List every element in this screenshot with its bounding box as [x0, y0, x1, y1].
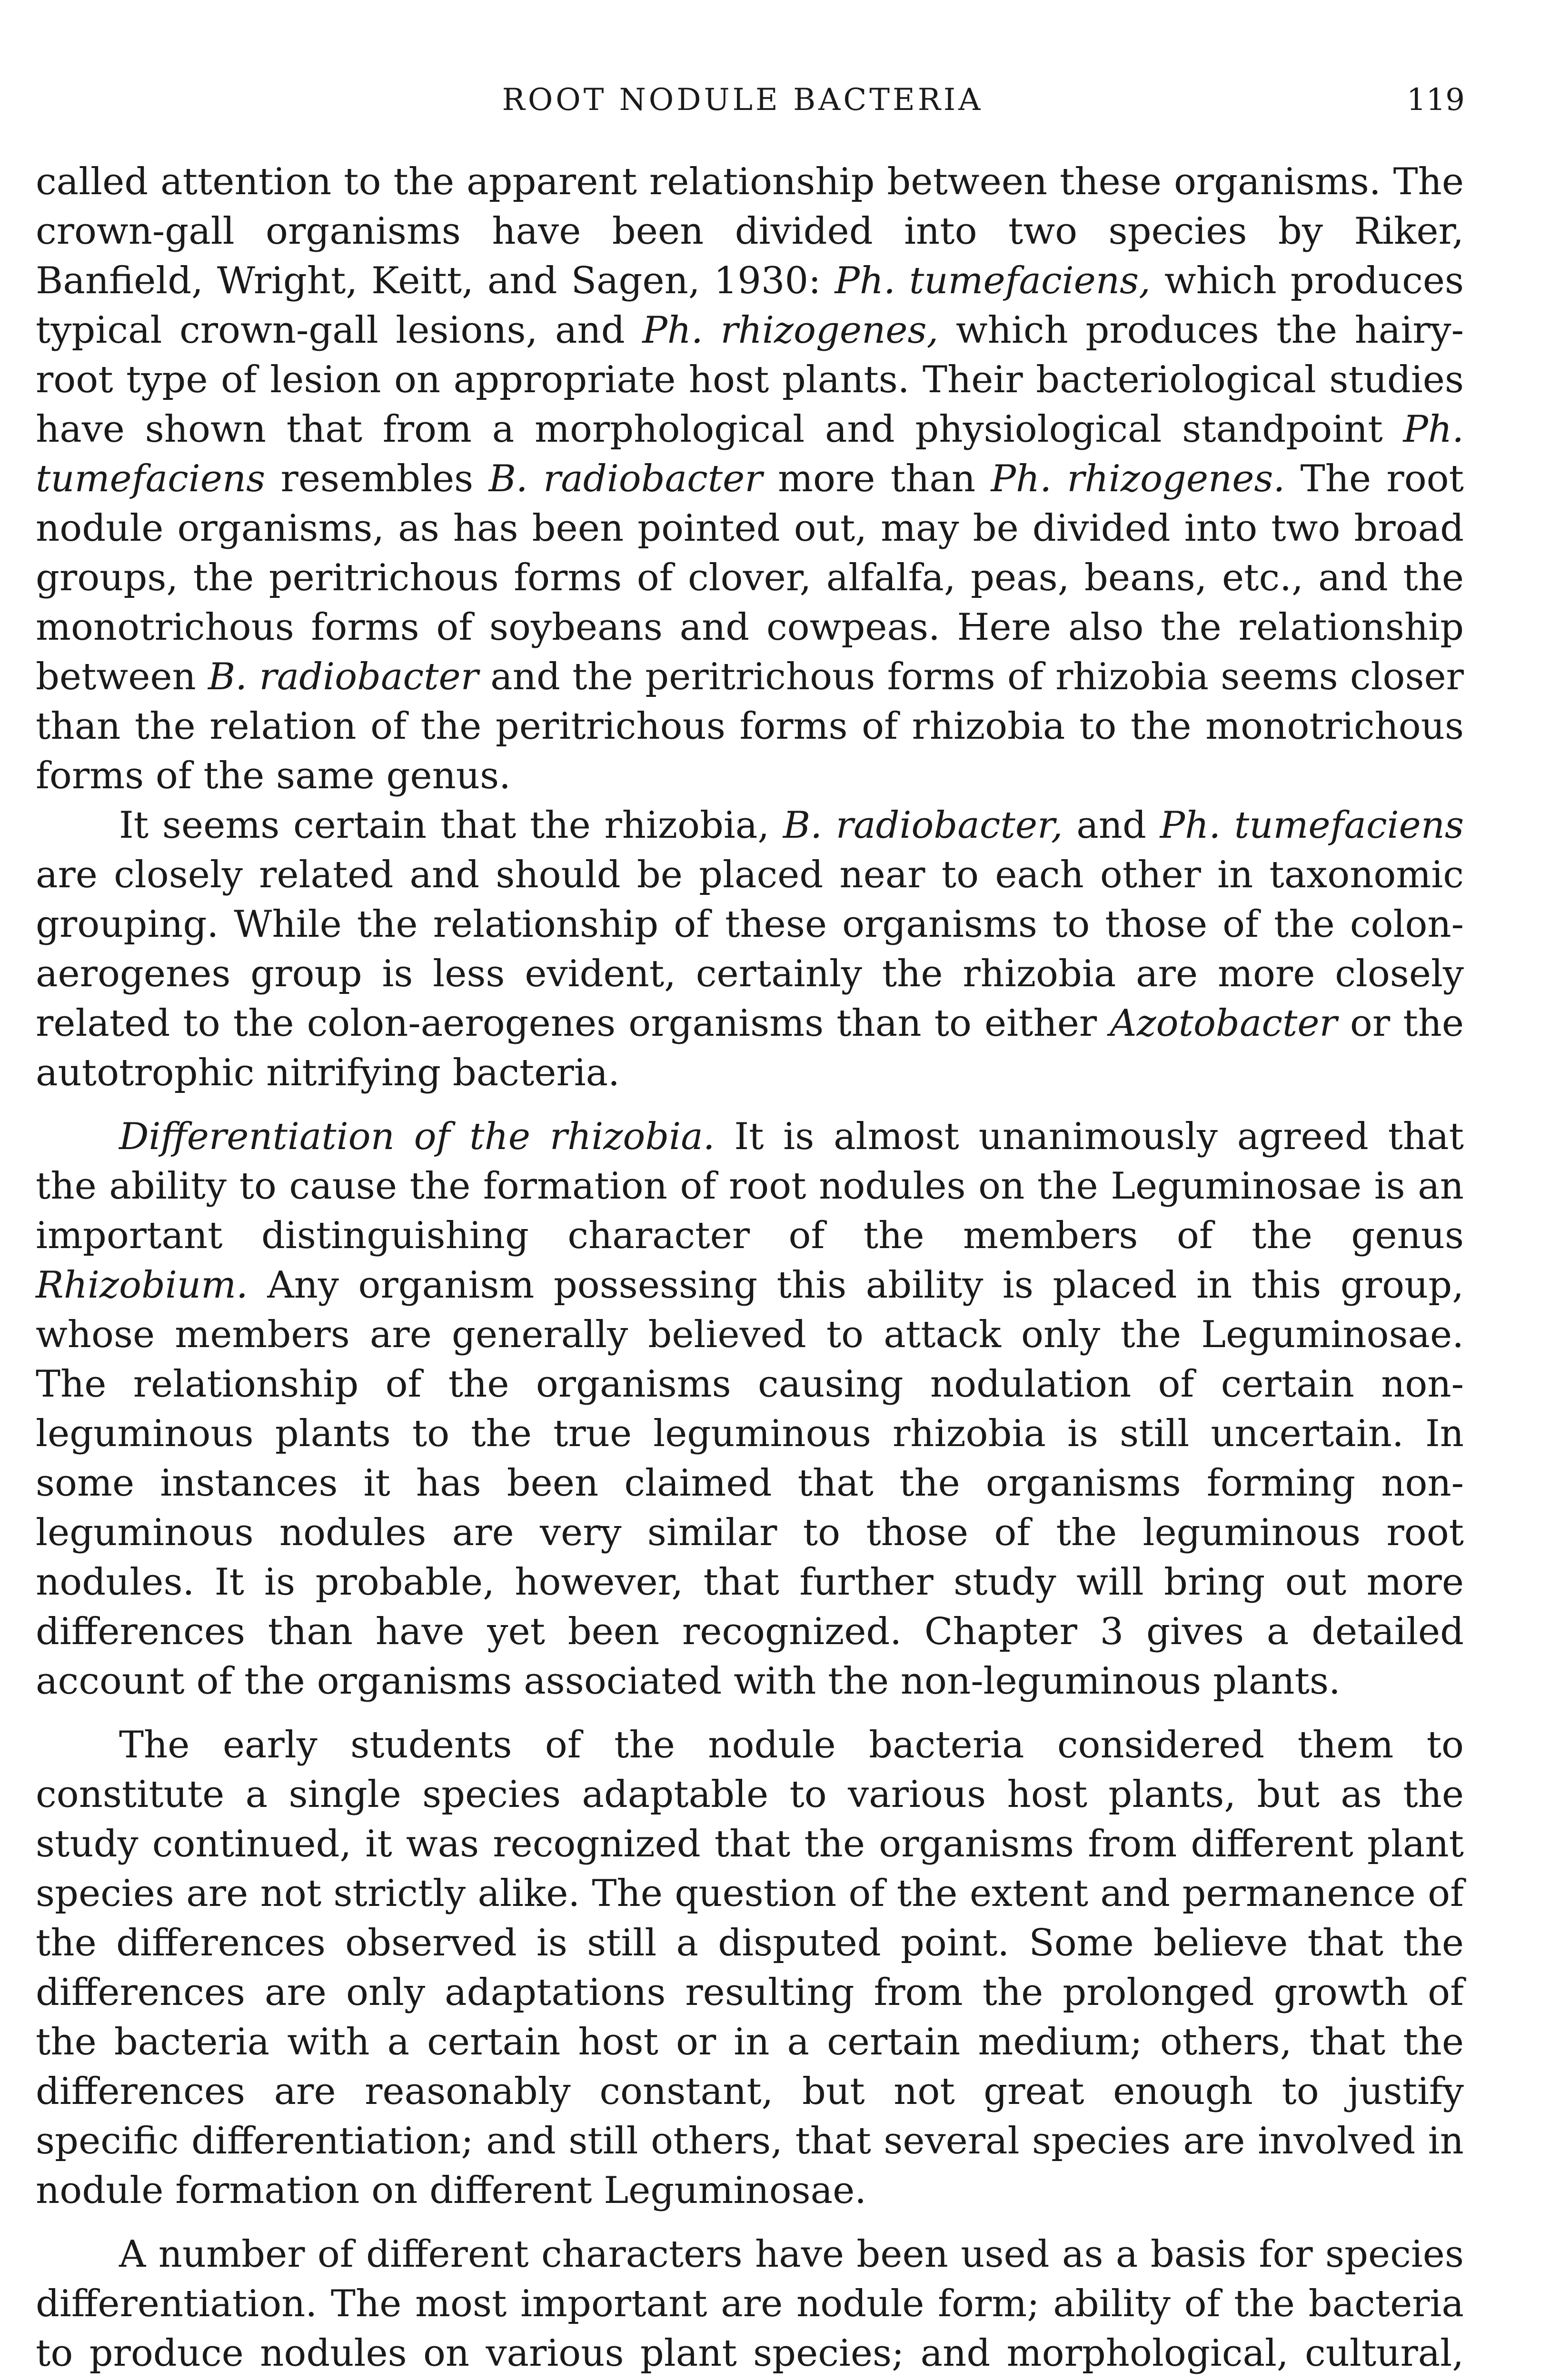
text-run: called attention to the apparent relationship between these organisms. The crown-gall organisms have been divided into two species by Riker, Banfield, Wright, Keitt, and Sagen, 1930: — [36, 160, 1464, 302]
text-run: Any organism possessing this ability is placed in this group, whose members are generally believed to attack only the Leguminosae. The relationship of the organisms causing nodulation of certain non-leguminous plants to the true leguminous rhizobia is still uncertain. In some instances it has been claimed that the organisms forming non-leguminous nodules are very similar to those of the leguminous root nodules. It is probable, however, that further study will bring out more differences than have yet been recognized. Chapter 3 gives a detailed account of the organisms associated with the non-leguminous plants. — [36, 1264, 1464, 1703]
text-run: It is almost unanimously agreed that the ability to cause the formation of root nodules on the Leguminosae is an important distinguishing character of the members of the genus — [36, 1115, 1464, 1257]
page-number: 119 — [1406, 82, 1465, 118]
section-heading: Differentiation of the rhizobia. — [119, 1115, 715, 1158]
paragraph-5 — [36, 2230, 1464, 2380]
text-run: resembles — [265, 457, 489, 500]
text-run: or the autotrophic nitrifying bacteria. — [36, 1002, 1464, 1094]
text-run: A number of different characters have been used as a basis for species differentiation. The most important are nodule form; ability of the bacteria to produce nodules on various plant species; and morphological, cultural, — [36, 2233, 1464, 2375]
text-run: more than — [762, 457, 991, 500]
species-name: B. radiobacter — [208, 655, 478, 698]
species-name: B. radiobacter — [488, 457, 763, 500]
text-run: The early students of the nodule bacteria considered them to constitute a single species adaptable to various host plants, but as the study continued, it was recognized that the organisms from different plant species are not strictly alike. The question of the extent and permanence of the differences observed is still a disputed point. Some believe that the differences are only adaptations resulting from the prolonged growth of the bacteria with a certain host or in a certain medium; others, that the differences are reasonably constant, but not great enough to justify specific differentiation; and still others, that several species are involved in nodule formation on different Leguminosae. — [36, 1724, 1464, 2212]
species-name: Ph. tumefaciens, — [835, 259, 1151, 302]
species-name: Ph. tumefaciens — [36, 408, 1464, 500]
text-run: which produces typical crown-gall lesions, and — [36, 259, 1464, 352]
text-run: are closely related and should be placed near to each other in taxonomic grouping. While the relationship of these organisms to those of the colon-aerogenes group is less evident, certainly the rhizobia are more closely related to the colon-aerogenes organisms than to either — [36, 853, 1464, 1045]
text-run: and — [1063, 804, 1160, 847]
species-name: B. radiobacter, — [783, 804, 1063, 847]
running-head — [0, 79, 1560, 121]
text-run: and the peritrichous forms of rhizobia seems closer than the relation of the peritrichous forms of rhizobia to the monotrichous forms of the same genus. — [36, 655, 1464, 797]
text-run: It seems certain that the rhizobia, — [119, 804, 783, 847]
paragraph-2 — [36, 801, 1464, 1098]
species-name: Azotobacter — [1110, 1002, 1337, 1045]
text-run: which produces the hairy-root type of lesion on appropriate host plants. Their bacteriological studies have shown that from a morphological and physiological standpoint — [36, 309, 1464, 451]
running-title: ROOT NODULE BACTERIA — [502, 82, 984, 118]
species-name: Ph. tumefaciens — [1160, 804, 1464, 847]
genus-name: Rhizobium. — [36, 1264, 248, 1307]
paragraph-3 — [36, 1112, 1464, 1706]
paragraph-4 — [36, 1720, 1464, 2215]
species-name: Ph. rhizogenes, — [642, 309, 939, 352]
text-run: The root nodule organisms, as has been pointed out, may be divided into two broad groups, the peritrichous forms of clover, alfalfa, peas, beans, etc., and the monotrichous forms of soybeans and cowpeas. Here also the relationship between — [36, 457, 1464, 698]
species-name: Ph. rhizogenes. — [991, 457, 1285, 500]
paragraph-1 — [36, 157, 1464, 801]
body-text — [36, 157, 1464, 2380]
